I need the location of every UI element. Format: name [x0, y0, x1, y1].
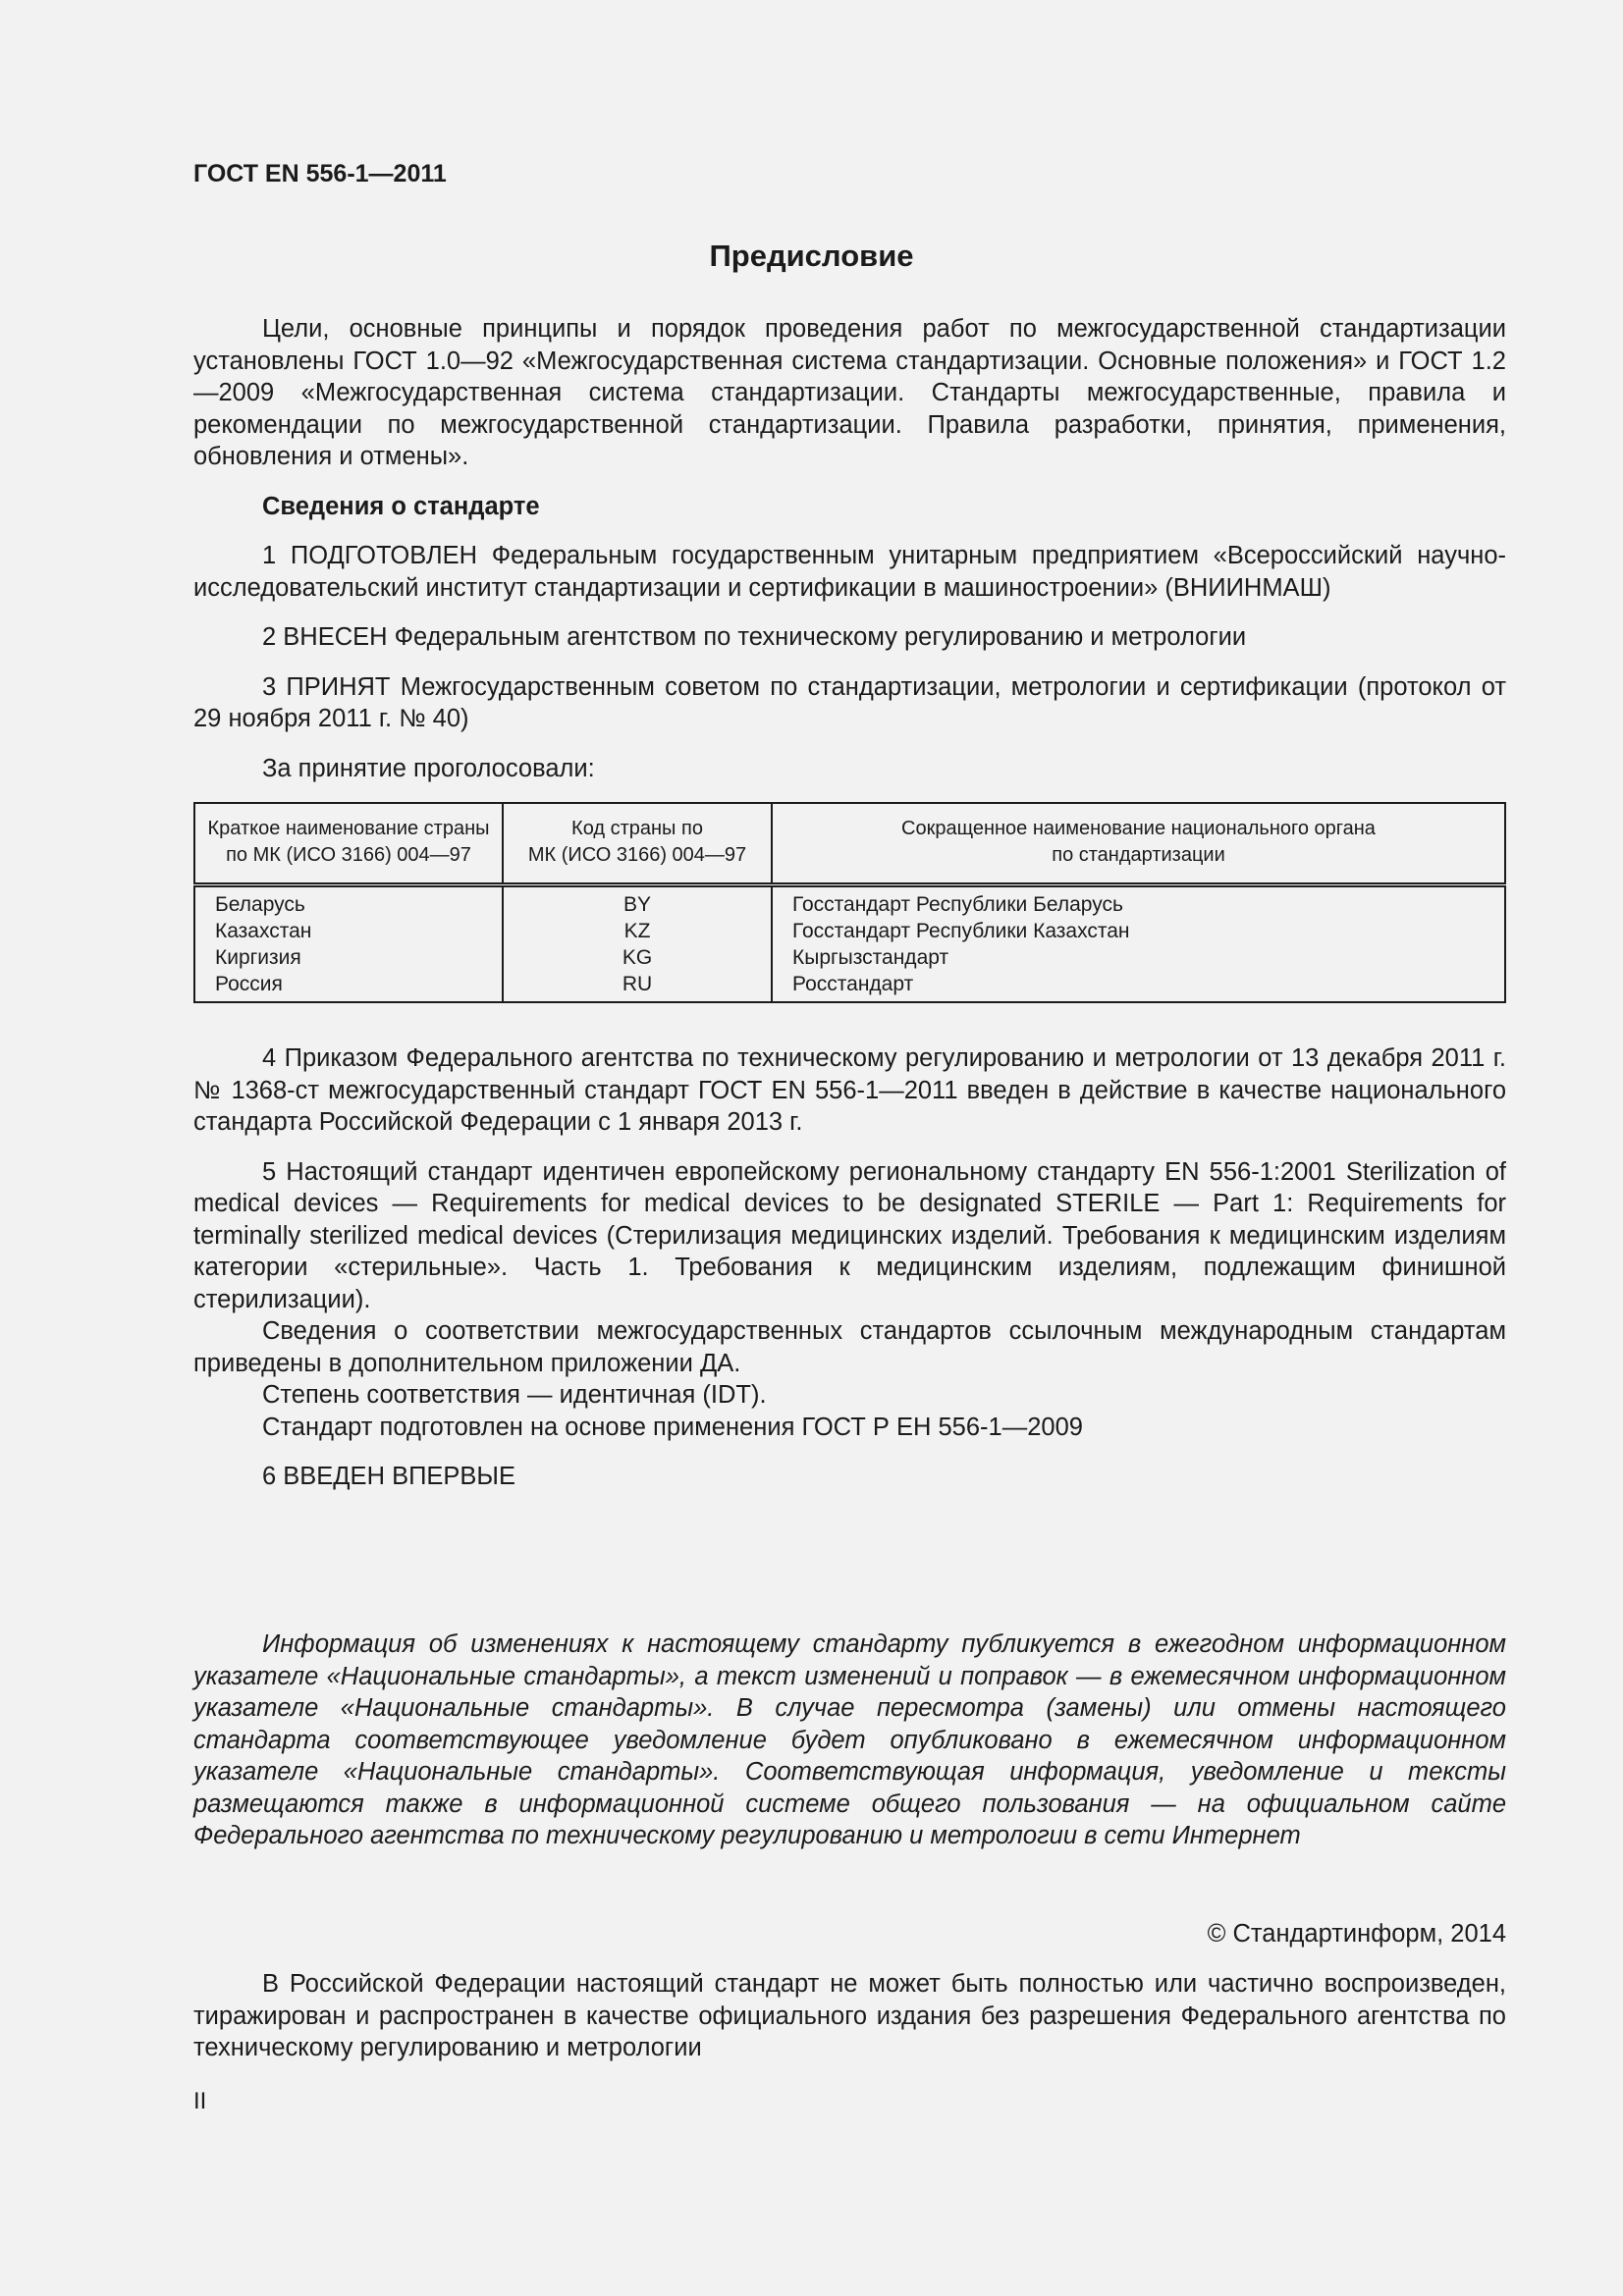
item-5-degree: Степень соответствия — идентичная (IDT). [262, 1381, 767, 1409]
table-header-row [194, 803, 1505, 885]
page-number: II [193, 2088, 207, 2114]
voting-countries-table [193, 802, 1506, 1003]
cell-body: Госстандарт Республики Беларусь [772, 885, 1505, 919]
standard-info-heading: Сведения о стандарте [262, 492, 540, 520]
cell-code: KZ [503, 918, 772, 944]
item-3-adopted: 3 ПРИНЯТ Межгосударственным советом по стандартизации, метрологии и сертификации (протокол от 29 ноября 2011 г. № 40) [193, 672, 1506, 732]
document-code-header: ГОСТ EN 556-1—2011 [193, 160, 447, 187]
col-header-country: Краткое наименование страны по МК (ИСО 3166) 004—97 [194, 803, 503, 885]
cell-body: Росстандарт [772, 971, 1505, 1002]
item-5-references: Сведения о соответствии межгосударственных стандартов ссылочным международным стандартам приведены в дополнительном приложении ДА. [193, 1317, 1506, 1377]
col-header-code: Код страны по МК (ИСО 3166) 004—97 [503, 803, 772, 885]
cell-code: KG [503, 944, 772, 971]
item-6-introduced: 6 ВВЕДЕН ВПЕРВЫЕ [262, 1463, 516, 1490]
col-header-body: Сокращенное наименование национального органа по стандартизации [772, 803, 1505, 885]
item-5-identical: 5 Настоящий стандарт идентичен европейскому региональному стандарту EN 556-1:2001 Sterilization of medical devices — Requirements for medical devices to be designated STERILE — Part 1: Requirements for terminally sterilized medical devices (Стерилизация медицинских изделий. Требования к медицинским изделиям категории «стерильные». Часть 1. Требования к медицинским изделиям, подлежащим финишной стерилизации). [193, 1157, 1506, 1313]
cell-country: Казахстан [194, 918, 503, 944]
item-2-submitted: 2 ВНЕСЕН Федеральным агентством по техническому регулированию и метрологии [262, 623, 1247, 651]
cell-code: BY [503, 885, 772, 919]
cell-body: Госстандарт Республики Казахстан [772, 918, 1505, 944]
table-row [194, 944, 1505, 971]
cell-body: Кыргызстандарт [772, 944, 1505, 971]
voted-label: За принятие проголосовали: [262, 754, 595, 782]
copyright-line: © Стандартинформ, 2014 [1207, 1920, 1506, 1948]
table-row [194, 918, 1505, 944]
cell-code: RU [503, 971, 772, 1002]
cell-country: Беларусь [194, 885, 503, 919]
cell-country: Киргизия [194, 944, 503, 971]
item-1-prepared: 1 ПОДГОТОВЛЕН Федеральным государственным унитарным предприятием «Всероссийский научно-исследовательский институт стандартизации и сертификации в машиностроении» (ВНИИНМАШ) [193, 542, 1506, 602]
item-5-basis: Стандарт подготовлен на основе применения ГОСТ Р ЕН 556-1—2009 [262, 1413, 1083, 1441]
table-row [194, 971, 1505, 1002]
item-4-order: 4 Приказом Федерального агентства по техническому регулированию и метрологии от 13 декабря 2011 г. № 1368-ст межгосударственный стандарт ГОСТ EN 556-1—2011 введен в действие в качестве национального стандарта Российской Федерации с 1 января 2013 г. [193, 1044, 1506, 1136]
table-row [194, 885, 1505, 919]
intro-paragraph: Цели, основные принципы и порядок проведения работ по межгосударственной стандартизации установлены ГОСТ 1.0—92 «Межгосударственная система стандартизации. Основные положения» и ГОСТ 1.2—2009 «Межгосударственная система стандартизации. Стандарты межгосударственные, правила и рекомендации по межгосударственной стандартизации. Правила разработки, принятия, применения, обновления и отмены». [193, 315, 1506, 470]
reproduction-notice: В Российской Федерации настоящий стандарт не может быть полностью или частично воспроизведен, тиражирован и распространен в качестве официального издания без разрешения Федерального агентства по техническому регулированию и метрологии [193, 1970, 1506, 2061]
preface-body [193, 313, 1506, 1493]
cell-country: Россия [194, 971, 503, 1002]
changes-info-note: Информация об изменениях к настоящему стандарту публикуется в ежегодном информационном указателе «Национальные стандарты», а текст изменений и поправок — в ежемесячном информационном указателе «Национальные стандарты». В случае пересмотра (замены) или отмены настоящего стандарта соответствующее уведомление будет опубликовано в ежемесячном информационном указателе «Национальные стандарты». Соответствующая информация, уведомление и тексты размещаются также в информационной системе общего пользования — на официальном сайте Федерального агентства по техническому регулированию и метрологии в сети Интернет [193, 1630, 1506, 1849]
page-title: Предисловие [709, 239, 914, 273]
